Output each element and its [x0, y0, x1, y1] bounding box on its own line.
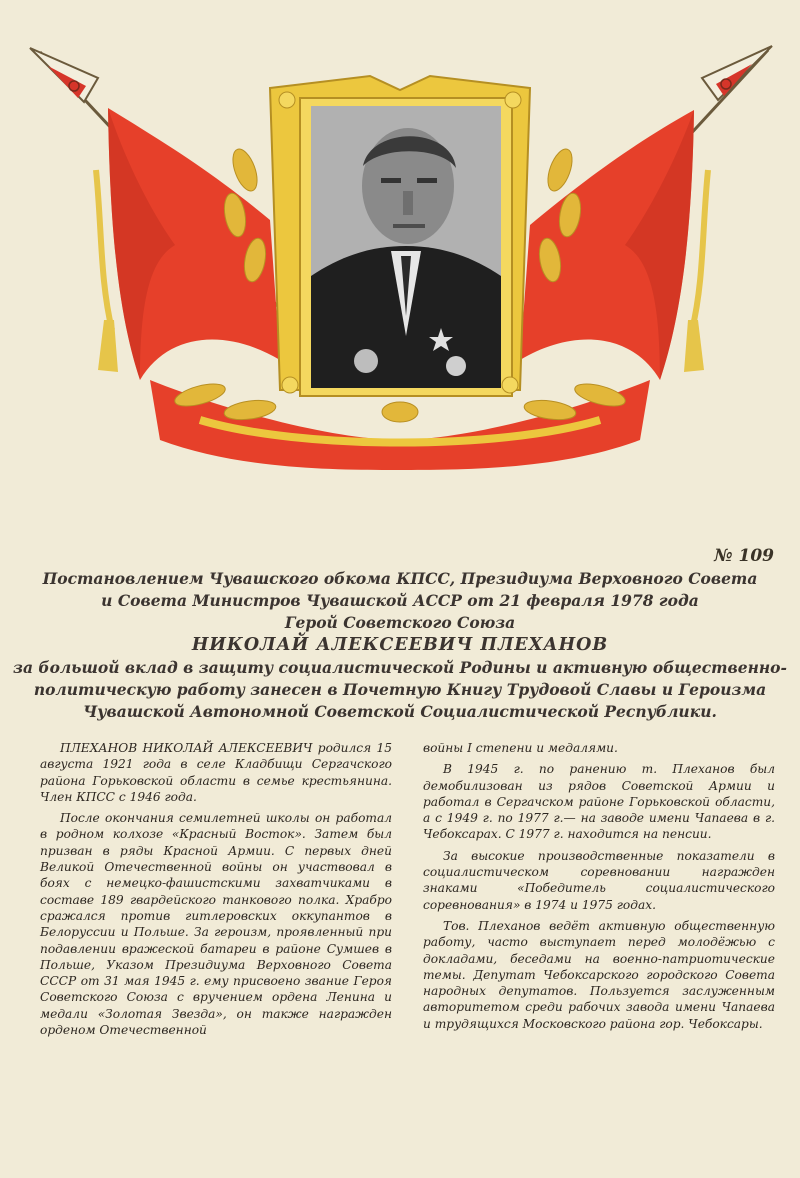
heading-line-2: и Совета Министров Чувашской АССР от 21 февраля 1978 года	[101, 591, 699, 610]
heading-line-6: политическую работу занесен в Почетную Книгу Трудовой Славы и Героизма	[33, 680, 767, 699]
bio-paragraph: Тов. Плеханов ведёт активную общественную работу, часто выступает перед молодёжью с докладами, беседами на военно-патриотические темы. Депутат Чебоксарского городского Совета народных депутатов. Пользуется заслуженным авторитетом среди рабочих завода имени Чапаева и трудящихся Московского района гор. Чебоксары.	[423, 918, 775, 1031]
resolution-heading	[0, 568, 800, 723]
heading-line-1: Постановлением Чувашского обкома КПСС, Президиума Верховного Совета	[42, 569, 758, 588]
bio-paragraph: войны I степени и медалями.	[423, 741, 618, 755]
portrait-photo	[311, 106, 501, 388]
biography-right-column	[423, 740, 775, 1037]
hero-name: НИКОЛАЙ АЛЕКСЕЕВИЧ ПЛЕХАНОВ	[191, 635, 609, 655]
right-flag	[510, 46, 772, 380]
biography-left-column	[40, 740, 392, 1043]
left-flag	[30, 48, 300, 380]
bio-paragraph: В 1945 г. по ранению т. Плеханов был демобилизован из рядов Советской Армии и работал в Сергачском районе Горьковской области, а с 1949 г. по 1977 г.— на заводе имени Чапаева в г. Чебоксарах. С 1977 г. находится на пенсии.	[423, 762, 775, 842]
heading-line-5: за большой вклад в защиту социалистической Родины и активную общественно-	[13, 658, 787, 677]
document-number: № 109	[714, 546, 774, 566]
biography-columns	[40, 740, 775, 1038]
heading-line-7: Чувашской Автономной Советской Социалистической Республики.	[83, 702, 717, 721]
bio-paragraph: За высокие производственные показатели в социалистическом соревновании награжден знаками «Победитель социалистического соревнования» в 1974 и 1975 годах.	[423, 848, 775, 912]
heading-line-3: Герой Советского Союза	[284, 613, 516, 632]
bio-paragraph: После окончания семилетней школы он работал в родном колхозе «Красный Восток». Затем был призван в ряды Красной Армии. С первых дней Великой Отечественной войны он участвовал в боях с немецко-фашистскими захватчиками в составе 189 гвардейского танкового полка. Храбро сражался против гитлеровских оккупантов в Белоруссии и Польше. За героизм, проявленный при подавлении вражеской батареи в районе Сумшев в Польше, Указом Президиума Верховного Совета СССР от 31 мая 1945 г. ему присвоено звание Героя Советского Союза с вручением ордена Ленина и медали «Золотая Звезда», он также награжден орденом Отечественной	[40, 811, 392, 1038]
bio-paragraph: ПЛЕХАНОВ НИКОЛАЙ АЛЕКСЕЕВИЧ родился 15 августа 1921 года в селе Кладбищи Сергачского района Горьковской области в семье крестьянина. Член КПСС с 1946 года.	[40, 741, 392, 804]
